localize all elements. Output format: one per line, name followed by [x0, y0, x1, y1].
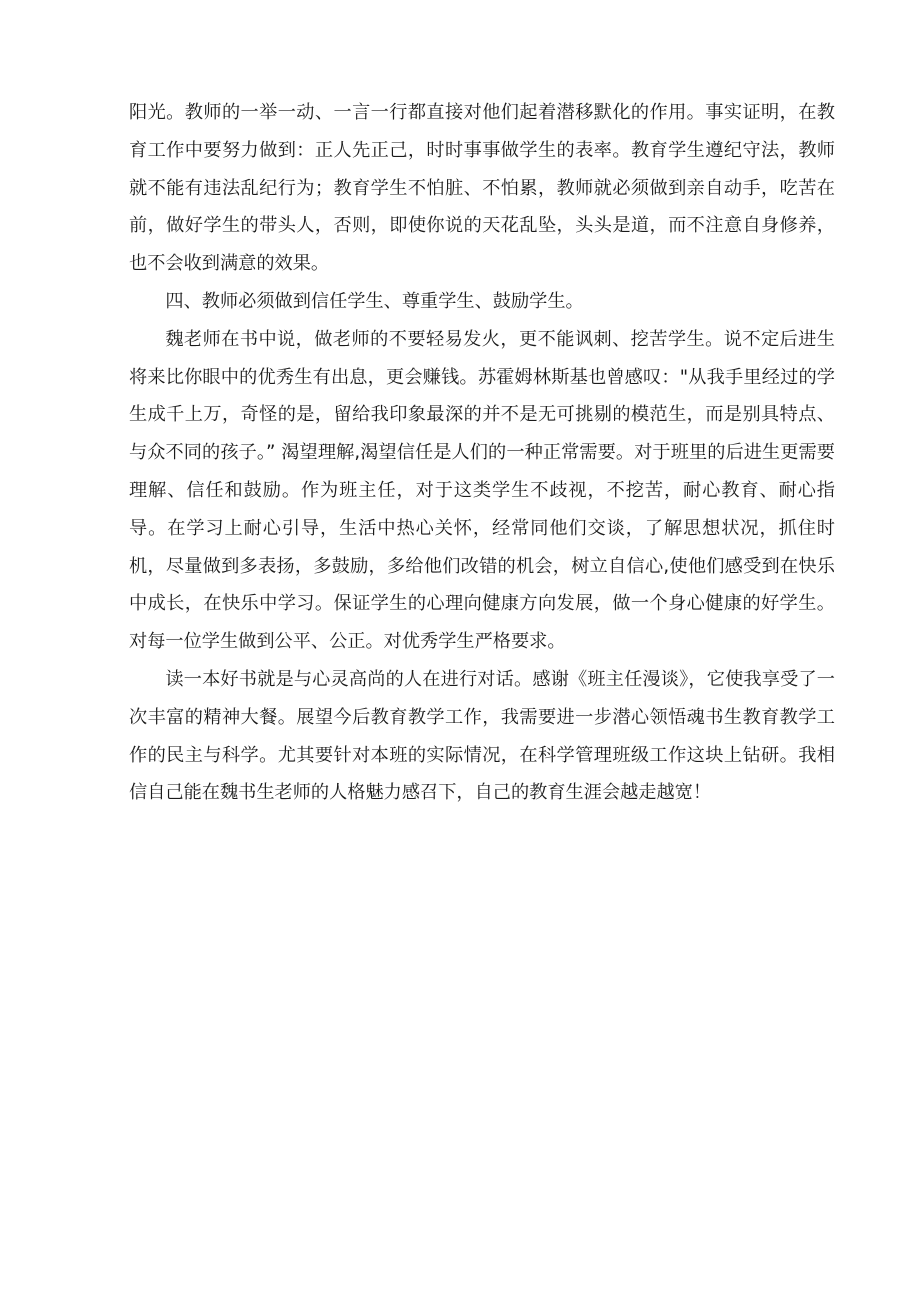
- paragraph-conclusion: 读一本好书就是与心灵高尚的人在进行对话。感谢《班主任漫谈》，它使我享受了一次丰富的精神大餐。展望今后教育教学工作，我需要进一步潜心领悟魂书生教育教学工作的民主与科学。尤其要针对本班的实际情况，在科学管理班级工作这块上钻研。我相信自己能在魏书生老师的人格魅力感召下，自己的教育生涯会越走越宽！: [129, 668, 835, 804]
- section-heading: 四、教师必须做到信任学生、尊重学生、鼓励学生。: [165, 290, 584, 312]
- paragraph-continuation: 阳光。教师的一举一动、一言一行都直接对他们起着潜移默化的作用。事实证明，在教育工作中要努力做到：正人先正己，时时事事做学生的表率。教育学生遵纪守法，教师就不能有违法乱纪行为；教育学生不怕脏、不怕累，教师就必须做到亲自动手，吃苦在前，做好学生的带头人，否则，即使你说的天花乱坠，头头是道，而不注意自身修养，也不会收到满意的效果。: [129, 102, 835, 275]
- paragraph-trust-students: 魏老师在书中说，做老师的不要轻易发火，更不能讽刺、挖苦学生。说不定后进生将来比你眼中的优秀生有出息，更会赚钱。苏霍姆林斯基也曾感叹："从我手里经过的学生成千上万，奇怪的是，留给我印象最深的并不是无可挑剔的模范生，而是别具特点、与众不同的孩子。” 渴望理解,渴望信任是人们的一种正常需要。对于班里的后进生更需要理解、信任和鼓励。作为班主任，对于这类学生不歧视，不挖苦，耐心教育、耐心指导。在学习上耐心引导，生活中热心关怀，经常同他们交谈，了解思想状况，抓住时机，尽量做到多表扬，多鼓励，多给他们改错的机会，树立自信心,使他们感受到在快乐中成长，在快乐中学习。保证学生的心理向健康方向发展，做一个身心健康的好学生。对每一位学生做到公平、公正。对优秀学生严格要求。: [129, 328, 835, 653]
- document-body: [129, 94, 835, 812]
